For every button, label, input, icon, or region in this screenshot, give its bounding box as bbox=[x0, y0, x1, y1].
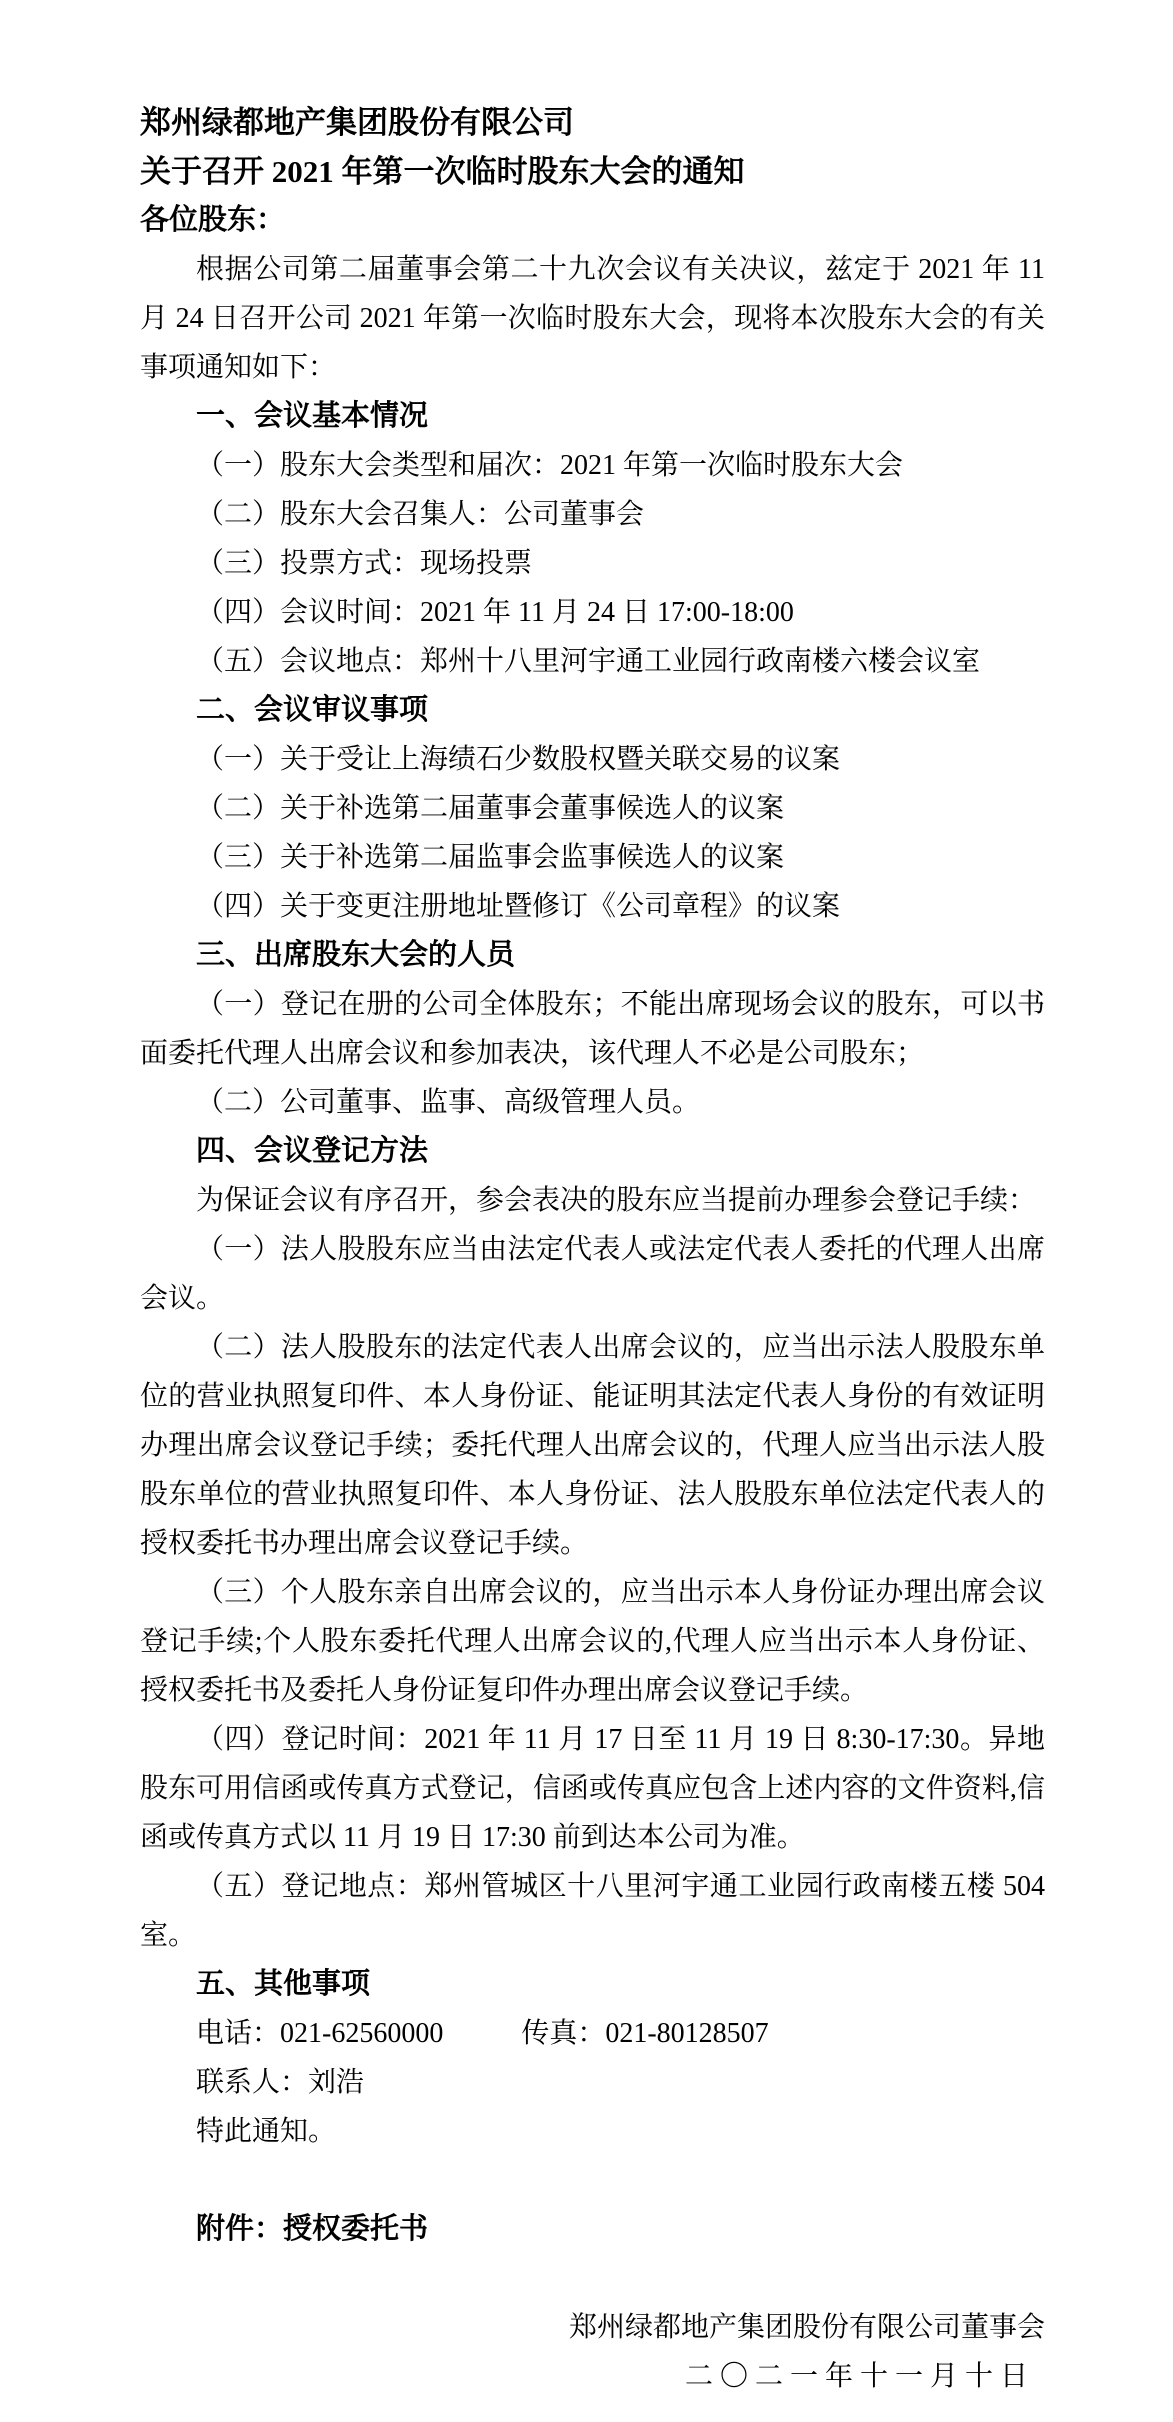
section-heading: 二、会议审议事项 bbox=[196, 694, 429, 726]
signature-company: 郑州绿都地产集团股份有限公司董事会 bbox=[568, 2312, 1045, 2343]
signature-block bbox=[140, 2303, 1045, 2401]
section-item: （四）关于变更注册地址暨修订《公司章程》的议案 bbox=[196, 891, 841, 922]
section-item: （一）关于受让上海绩石少数股权暨关联交易的议案 bbox=[196, 744, 841, 775]
attachment-note: 附件：授权委托书 bbox=[196, 2213, 429, 2245]
section-heading: 三、出席股东大会的人员 bbox=[196, 939, 516, 971]
section-item: （三）投票方式：现场投票 bbox=[196, 548, 533, 579]
section-item: （三）个人股东亲自出席会议的，应当出示本人身份证办理出席会议登记手续;个人股东委托代理人出席会议的,代理人应当出示本人身份证、授权委托书及委托人身份证复印件办理出席会议登记手续。 bbox=[140, 1577, 1045, 1706]
salutation: 各位股东： bbox=[140, 204, 286, 236]
section-item: （二）法人股股东的法定代表人出席会议的，应当出示法人股股东单位的营业执照复印件、本人身份证、能证明其法定代表人身份的有效证明办理出席会议登记手续；委托代理人出席会议的，代理人应当出示法人股股东单位的营业执照复印件、本人身份证、法人股股东单位法定代表人的授权委托书办理出席会议登记手续。 bbox=[140, 1332, 1045, 1559]
section-heading: 四、会议登记方法 bbox=[196, 1135, 429, 1167]
section-item: （五）登记地点：郑州管城区十八里河宇通工业园行政南楼五楼 504室。 bbox=[140, 1871, 1045, 1951]
intro-paragraph: 根据公司第二届董事会第二十九次会议有关决议，兹定于 2021 年 11 月 24 日召开公司 2021 年第一次临时股东大会，现将本次股东大会的有关事项通知如下： bbox=[140, 254, 1045, 383]
phone-label: 电话： bbox=[196, 2018, 281, 2049]
section-heading: 五、其他事项 bbox=[196, 1968, 371, 2000]
phone-fax-line bbox=[140, 2009, 1045, 2058]
section-item: （一）法人股股东应当由法定代表人或法定代表人委托的代理人出席会议。 bbox=[140, 1234, 1045, 1314]
fax-value: 021-80128507 bbox=[605, 2018, 769, 2049]
section-item: （一）股东大会类型和届次：2021 年第一次临时股东大会 bbox=[196, 450, 904, 481]
contact-person-label: 联系人： bbox=[196, 2067, 309, 2098]
section-item: （四）会议时间：2021 年 11 月 24 日 17:00-18:00 bbox=[196, 597, 794, 628]
section-item: （三）关于补选第二届监事会监事候选人的议案 bbox=[196, 842, 785, 873]
section-item: （二）公司董事、监事、高级管理人员。 bbox=[196, 1087, 701, 1118]
section-item: （二）关于补选第二届董事会董事候选人的议案 bbox=[196, 793, 785, 824]
section-item: （二）股东大会召集人：公司董事会 bbox=[196, 499, 645, 530]
fax-label: 传真： bbox=[521, 2018, 606, 2049]
closing-note: 特此通知。 bbox=[196, 2116, 337, 2147]
section-item: （五）会议地点：郑州十八里河宇通工业园行政南楼六楼会议室 bbox=[196, 646, 981, 677]
signature-date-line bbox=[140, 2352, 1045, 2401]
sections-container bbox=[140, 392, 1045, 2009]
fax-field bbox=[521, 2018, 768, 2049]
doc-title-line2: 关于召开 2021 年第一次临时股东大会的通知 bbox=[140, 154, 745, 189]
signature-date: 二〇二一年十一月十日 bbox=[684, 2361, 1035, 2392]
section-item: （一）登记在册的公司全体股东；不能出席现场会议的股东，可以书面委托代理人出席会议和参加表决，该代理人不必是公司股东； bbox=[140, 989, 1045, 1069]
phone-value: 021-62560000 bbox=[280, 2018, 444, 2049]
contact-person-line bbox=[140, 2058, 1045, 2107]
section-item: （四）登记时间：2021 年 11 月 17 日至 11 月 19 日 8:30-17:30。异地股东可用信函或传真方式登记，信函或传真应包含上述内容的文件资料,信函或传真方式以 11 月 19 日 17:30 前到达本公司为准。 bbox=[140, 1724, 1045, 1853]
section-heading: 一、会议基本情况 bbox=[196, 400, 429, 432]
section-intro: 为保证会议有序召开，参会表决的股东应当提前办理参会登记手续： bbox=[196, 1185, 1037, 1216]
phone-field bbox=[196, 2018, 443, 2049]
contact-person-value: 刘浩 bbox=[308, 2067, 365, 2098]
doc-title-line1: 郑州绿都地产集团股份有限公司 bbox=[140, 105, 574, 140]
